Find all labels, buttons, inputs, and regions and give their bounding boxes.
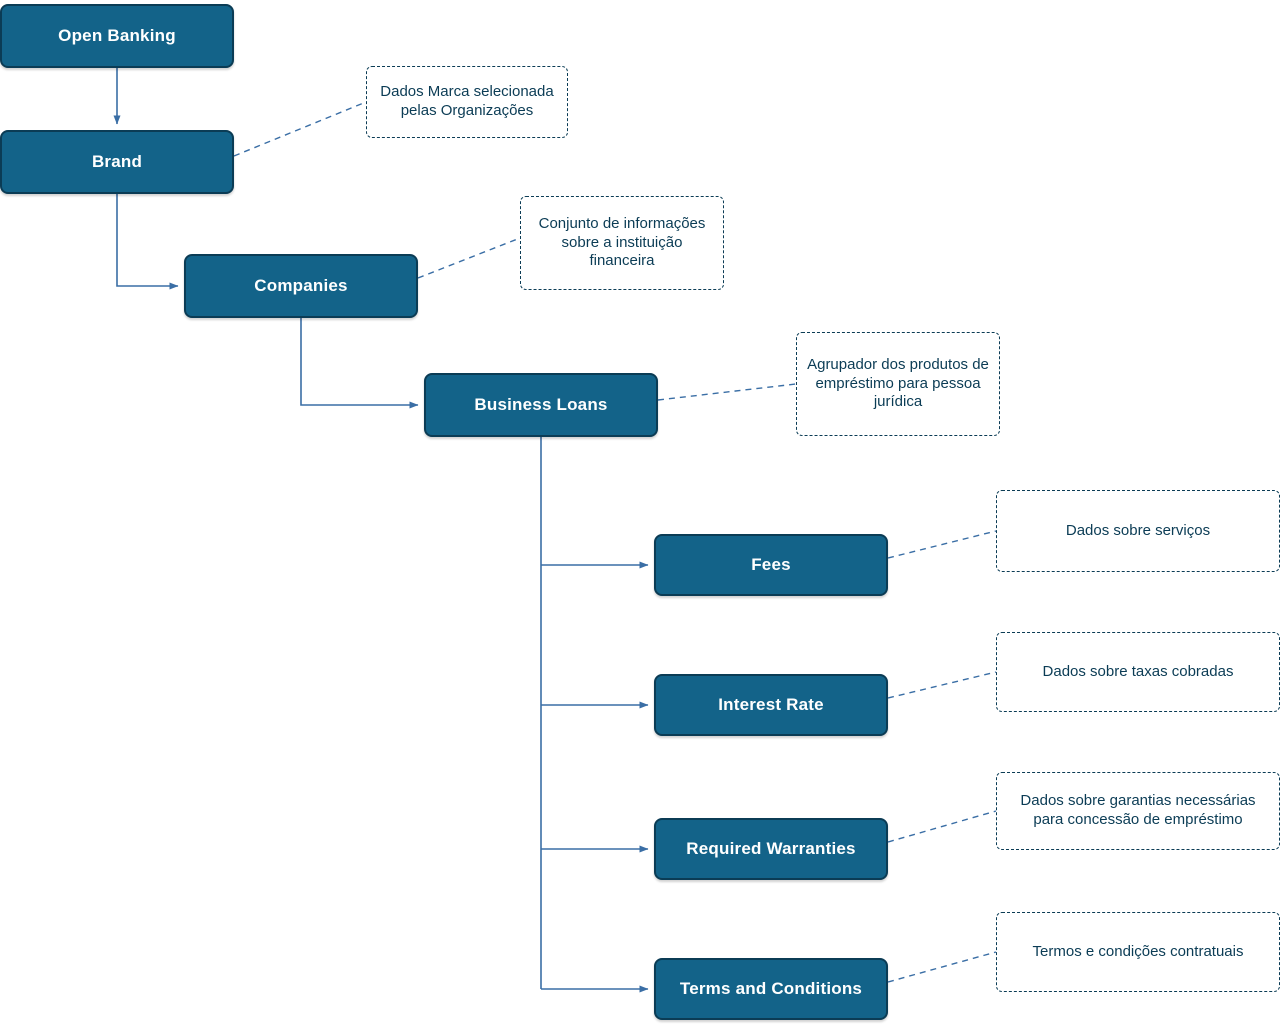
node-open-banking-label: Open Banking	[58, 26, 176, 45]
node-companies[interactable]	[184, 254, 418, 318]
connector-required-warranties-note	[888, 811, 996, 842]
node-brand-label: Brand	[91, 152, 143, 171]
edge-companies-to-business-loans	[301, 318, 418, 405]
note-interest-rate	[996, 632, 1280, 712]
node-terms-and-conditions-label: Terms and Conditions	[679, 979, 863, 998]
connector-business-loans-note	[658, 384, 796, 400]
note-terms-and-conditions	[996, 912, 1280, 992]
node-business-loans[interactable]	[424, 373, 658, 437]
note-interest-rate-text: Dados sobre taxas cobradas	[1042, 662, 1234, 680]
note-business-loans-text: Agrupador dos produtos de empréstimo para pessoa jurídica	[807, 355, 989, 411]
node-open-banking[interactable]	[0, 4, 234, 68]
note-companies-text: Conjunto de informações sobre a instituição financeira	[538, 214, 706, 270]
node-fees-label: Fees	[751, 555, 791, 574]
note-brand-text: Dados Marca selecionada pelas Organizações	[380, 83, 554, 119]
note-required-warranties-text: Dados sobre garantias necessárias para concessão de empréstimo	[1020, 792, 1256, 828]
node-terms-and-conditions[interactable]	[654, 958, 888, 1020]
node-companies-label: Companies	[254, 276, 348, 295]
node-fees[interactable]	[654, 534, 888, 596]
connector-interest-rate-note	[888, 672, 996, 698]
note-fees-text: Dados sobre serviços	[1065, 521, 1211, 539]
note-terms-and-conditions-text: Termos e condições contratuais	[1032, 942, 1244, 960]
node-required-warranties[interactable]	[654, 818, 888, 880]
connector-companies-note	[418, 238, 520, 278]
note-business-loans	[796, 332, 1000, 436]
node-required-warranties-label: Required Warranties	[686, 839, 856, 858]
connector-fees-note	[888, 531, 996, 558]
edge-brand-to-companies	[117, 194, 178, 286]
note-required-warranties	[996, 772, 1280, 850]
connector-terms-note	[888, 952, 996, 982]
node-business-loans-label: Business Loans	[474, 395, 608, 414]
note-brand	[366, 66, 568, 138]
note-companies	[520, 196, 724, 290]
node-interest-rate[interactable]	[654, 674, 888, 736]
note-fees	[996, 490, 1280, 572]
node-brand[interactable]	[0, 130, 234, 194]
connector-brand-note	[234, 102, 366, 156]
node-interest-rate-label: Interest Rate	[718, 695, 824, 714]
